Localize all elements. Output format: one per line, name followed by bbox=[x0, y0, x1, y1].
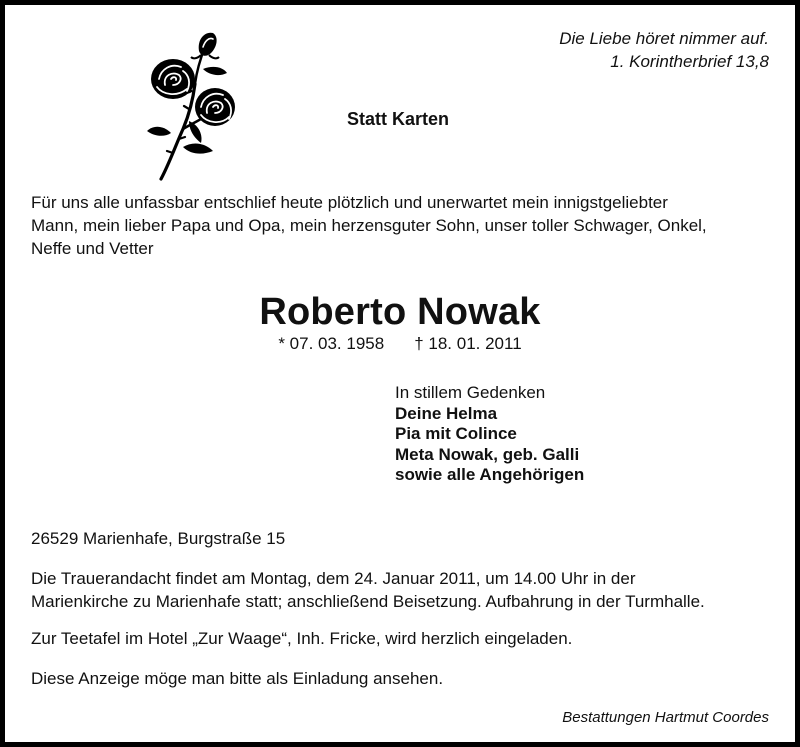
service-line: Die Trauerandacht findet am Montag, dem 24. Januar 2011, um 14.00 Uhr in der bbox=[31, 569, 636, 588]
birth-date: * 07. 03. 1958 bbox=[278, 334, 385, 353]
rose-icon bbox=[143, 29, 243, 181]
mourner-name: sowie alle Angehörigen bbox=[395, 465, 585, 484]
intro-line: Neffe und Vetter bbox=[31, 239, 154, 258]
tea-invitation: Zur Teetafel im Hotel „Zur Waage“, Inh. Fricke, wird herzlich eingeladen. bbox=[31, 629, 573, 648]
quote-reference: 1. Korintherbrief 13,8 bbox=[610, 52, 769, 71]
mourner-name: Pia mit Colince bbox=[395, 424, 517, 443]
mourners-intro: In stillem Gedenken bbox=[395, 383, 546, 402]
invitation-note: Diese Anzeige möge man bitte als Einladung ansehen. bbox=[31, 669, 444, 688]
intro-line: Für uns alle unfassbar entschlief heute plötzlich und unerwartet mein innigstgeliebter bbox=[31, 193, 668, 212]
service-info bbox=[31, 567, 781, 613]
bible-quote bbox=[559, 27, 769, 73]
quote-text: Die Liebe höret nimmer auf. bbox=[559, 29, 769, 48]
mourner-name: Deine Helma bbox=[395, 403, 498, 423]
undertaker-name: Bestattungen Hartmut Coordes bbox=[562, 709, 769, 726]
intro-text bbox=[31, 191, 781, 260]
header-title: Statt Karten bbox=[347, 109, 450, 129]
intro-line: Mann, mein lieber Papa und Opa, mein herzensguter Sohn, unser toller Schwager, Onkel, bbox=[31, 216, 707, 235]
death-date: † 18. 01. 2011 bbox=[414, 334, 522, 353]
life-dates bbox=[5, 333, 795, 355]
deceased-name: Roberto Nowak bbox=[259, 291, 541, 333]
mourners-block bbox=[395, 383, 584, 486]
mourner-name: Meta Nowak, geb. Galli bbox=[395, 444, 580, 464]
address: 26529 Marienhafe, Burgstraße 15 bbox=[31, 529, 286, 548]
service-line: Marienkirche zu Marienhafe statt; anschließend Beisetzung. Aufbahrung in der Turmhalle. bbox=[31, 592, 705, 611]
